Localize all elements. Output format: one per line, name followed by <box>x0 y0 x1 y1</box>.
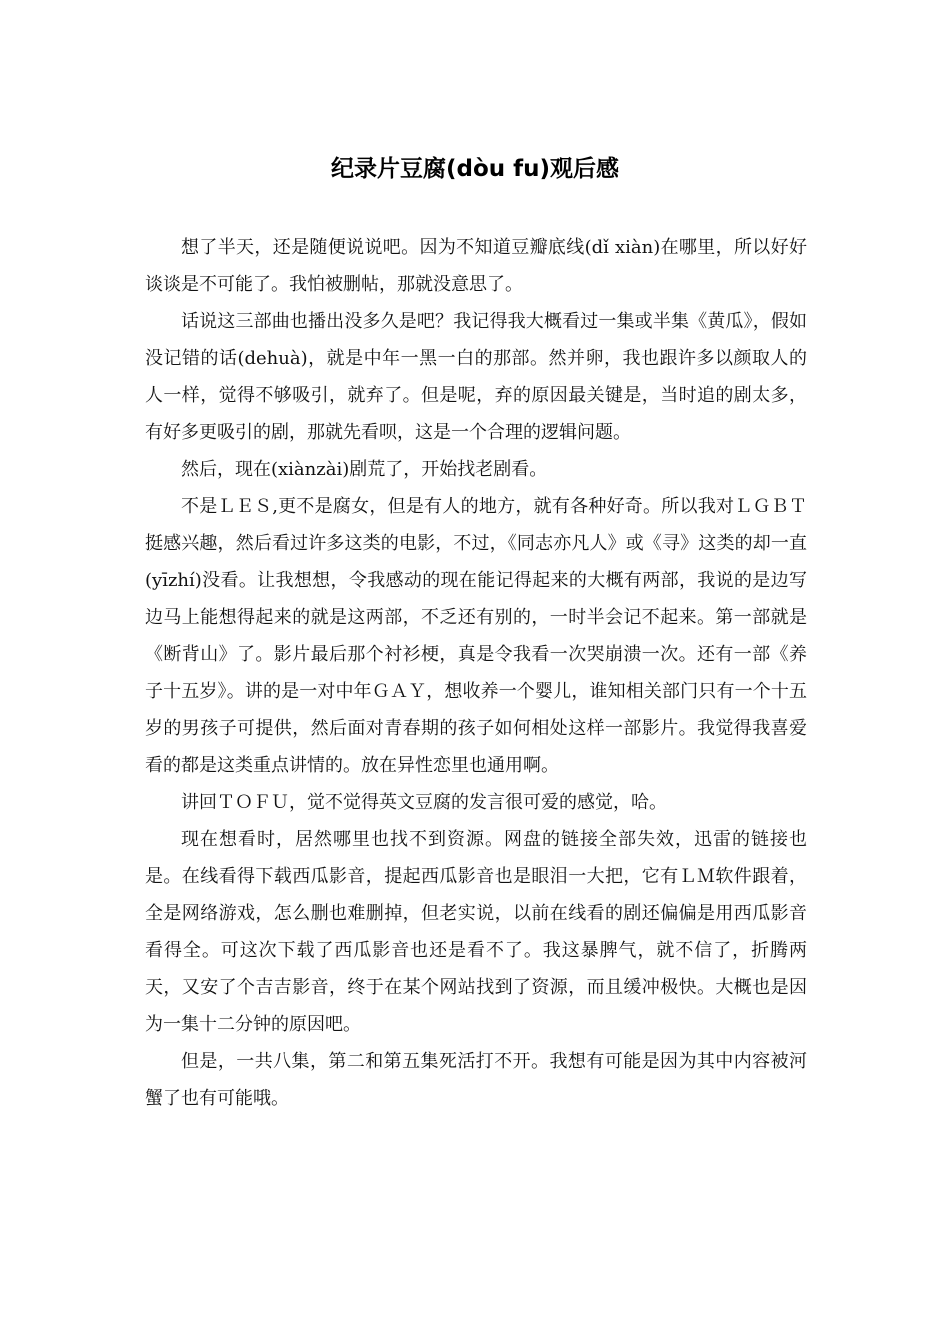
paragraph-3: 然后，现在(xiànzài)剧荒了，开始找老剧看。 <box>181 459 548 480</box>
paragraph-4: 不是ＬＥＳ,更不是腐女，但是有人的地方，就有各种好奇。所以我对ＬＧＢＴ挺感兴趣，然后看过许多这类的电影，不过，《同志亦凡人》或《寻》这类的却一直(yīzhí)没看。让我想想，令我感动的现在能记得起来的大概有两部，我说的是边写边马上能想得起来的就是这两部，不乏还有别的，一时半会记不起来。第一部就是《断背山》了。影片最后那个衬衫梗，真是令我看一次哭崩溃一次。还有一部《养子十五岁》。讲的是一对中年ＧＡＹ，想收养一个婴儿，谁知相关部门只有一个十五岁的男孩子可提供，然后面对青春期的孩子如何相处这样一部影片。我觉得我喜爱看的都是这类重点讲情的。放在异性恋里也通用啊。 <box>145 496 807 776</box>
paragraph-5: 讲回ＴＯＦＵ，觉不觉得英文豆腐的发言很可爱的感觉，哈。 <box>181 792 667 813</box>
paragraph-1: 想了半天，还是随便说说吧。因为不知道豆瓣底线(dǐ xiàn)在哪里，所以好好谈谈是不可能了。我怕被删帖，那就没意思了。 <box>145 237 807 295</box>
paragraph-6: 现在想看时，居然哪里也找不到资源。网盘的链接全部失效，迅雷的链接也是。在线看得下载西瓜影音，提起西瓜影音也是眼泪一大把，它有ＬＭ软件跟着，全是网络游戏，怎么删也难删掉，但老实说，以前在线看的剧还偏偏是用西瓜影音看得全。可这次下载了西瓜影音也还是看不了。我这暴脾气，就不信了，折腾两天，又安了个吉吉影音，终于在某个网站找到了资源，而且缓冲极快。大概也是因为一集十二分钟的原因吧。 <box>145 829 807 1035</box>
document-title: 纪录片豆腐(dòu fu)观后感 <box>330 156 620 182</box>
document-body <box>145 229 807 1117</box>
paragraph-7: 但是，一共八集，第二和第五集死活打不开。我想有可能是因为其中内容被河蟹了也有可能哦。 <box>145 1051 807 1109</box>
paragraph-2: 话说这三部曲也播出没多久是吧？我记得我大概看过一集或半集《黄瓜》，假如没记错的话(dehuà)，就是中年一黑一白的那部。然并卵，我也跟许多以颜取人的人一样，觉得不够吸引，就弃了。但是呢，弃的原因最关键是，当时追的剧太多，有好多更吸引的剧，那就先看呗，这是一个合理的逻辑问题。 <box>145 311 807 443</box>
